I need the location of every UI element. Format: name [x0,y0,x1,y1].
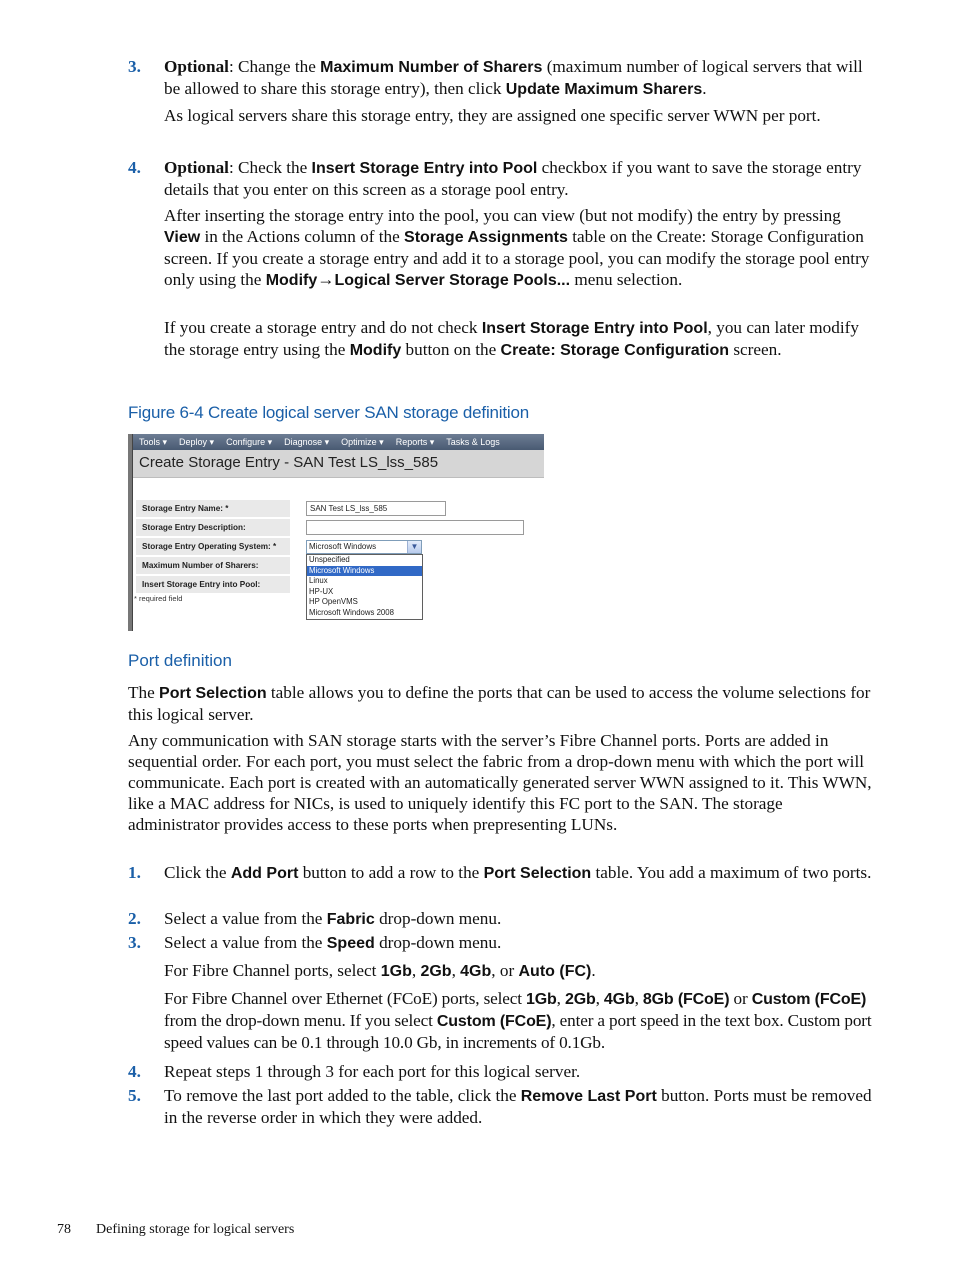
insert-pool-label: Insert Storage Entry into Pool: [136,576,290,593]
step4-note-view [164,205,874,291]
menu-diagnose[interactable]: Diagnose ▾ [284,436,330,447]
menu-tools[interactable]: Tools ▾ [139,436,168,447]
ui-term: Modify [265,272,318,289]
page-number: 78 [57,1222,71,1237]
port-selection-paragraph [128,682,874,725]
text: (maximum number of logical servers that will be allowed to share this storage entry), then click [164,57,863,98]
text: Select a value from the [164,933,327,952]
text: , [556,989,565,1008]
text: To remove the last port added to the table, click the [164,1086,521,1105]
fc-speed-note [164,960,874,982]
chevron-down-icon[interactable]: ▼ [407,541,421,553]
menu-optimize[interactable]: Optimize ▾ [341,436,384,447]
section-heading: Port definition [128,651,232,670]
storage-entry-name-input[interactable]: SAN Test LS_lss_585 [306,501,446,516]
ui-term: 4Gb [603,991,635,1008]
text: For Fibre Channel over Ethernet (FCoE) ports, select [164,989,526,1008]
text: drop-down menu. [374,909,502,928]
fcoe-speed-note [164,988,874,1053]
ui-term: 1Gb [380,963,412,980]
menu-tasks-logs[interactable]: Tasks & Logs [446,437,500,447]
text: button to add a row to the [298,863,484,882]
step-number: 5. [128,1086,141,1105]
text: table on the Create: Storage Configuration screen. If you create a storage entry and add it to a storage pool, you can modify the storage pool entry only using the [164,227,870,289]
step-number: 4. [128,1062,141,1081]
text: For Fibre Channel ports, select [164,961,381,980]
text: checkbox if you want to save the storage entry details that you enter on this screen as a storage pool entry. [164,158,862,199]
os-option[interactable]: Linux [309,576,328,586]
ui-term: Add Port [230,865,299,882]
text: table. You add a maximum of two ports. [591,863,872,882]
ui-term: 8Gb (FCoE) [642,991,730,1008]
os-option[interactable]: Unspecified [309,555,350,564]
text: Select a value from the [164,909,327,928]
ui-term: View [164,229,201,246]
menu-configure[interactable]: Configure ▾ [226,436,273,447]
text: menu selection. [570,270,683,289]
storage-entry-os-label: Storage Entry Operating System: * [136,538,290,555]
text: , [634,989,643,1008]
text: . [702,79,707,98]
menu-arrow: → [317,270,335,289]
os-dropdown-list [306,554,423,620]
text: drop-down menu. [374,933,502,952]
screenshot-figure [128,434,544,631]
text: , [595,989,604,1008]
ui-term: Fabric [326,911,375,928]
ui-term: Port Selection [483,865,592,882]
step-number: 3. [128,933,141,952]
os-option[interactable]: HP OpenVMS [309,597,358,607]
text: The [128,683,160,702]
text: If you create a storage entry and do not check [164,318,482,337]
step3-paragraph [164,56,874,100]
optional-label: Optional [164,57,229,76]
os-option[interactable]: Microsoft Windows 2008 [309,607,394,617]
required-field-note: * required field [134,594,183,603]
footer-title: Defining storage for logical servers [96,1222,295,1237]
text: from the drop-down menu. If you select [164,1011,437,1030]
text: , [411,961,421,980]
ui-term: 1Gb [525,991,557,1008]
ui-term: Remove Last Port [520,1088,657,1105]
text: . [591,961,596,980]
ui-term: Port Selection [159,685,267,702]
step4-note-modify [164,317,874,361]
san-paragraph: Any communication with SAN storage starts with the server’s Fibre Channel ports. Ports are added in sequential order. For each port, you must select the fabric from a drop-down menu with which the port will communicate. Each port is created with an automatically generated server WWN assigned to it. This WWN, like a MAC address for NICs, is used to uniquely identify this FC port to the SAN. The storage administrator provides access to these ports when prepresenting LUNs. [128,731,872,834]
step-number: 4. [128,158,141,177]
text: , or [491,961,519,980]
storage-entry-description-label: Storage Entry Description: [136,519,290,536]
os-selected-value: Microsoft Windows [309,542,377,551]
text: button. Ports must be removed in the reverse order in which they were added. [164,1086,872,1127]
remove-port-step [164,1085,874,1128]
os-select[interactable] [306,540,422,554]
text: , [451,961,461,980]
optional-label: Optional [164,158,229,177]
text: : Check the [228,158,312,177]
fabric-step [164,908,874,930]
add-port-step [164,862,874,884]
storage-entry-name-label: Storage Entry Name: * [136,500,290,517]
menu-reports[interactable]: Reports ▾ [395,436,435,447]
menu-deploy[interactable]: Deploy ▾ [179,436,215,447]
ui-term: 2Gb [420,963,452,980]
ui-term: Auto (FC) [518,963,592,980]
ui-term: Update Maximum Sharers [505,81,703,98]
max-sharers-label: Maximum Number of Sharers: [136,557,290,574]
ui-term: Storage Assignments [404,229,568,246]
figure-caption: Figure 6-4 Create logical server SAN storage definition [128,403,529,422]
ui-term: 4Gb [460,963,492,980]
step3-note: As logical servers share this storage entry, they are assigned one specific server WWN per port. [164,106,821,125]
ui-term: Insert Storage Entry into Pool [311,160,538,177]
text: screen. [729,340,782,359]
text: , you can later modify the storage entry using the [164,318,859,359]
text: table allows you to define the ports that can be used to access the volume selections for this logical server. [128,683,871,724]
ui-term: Maximum Number of Sharers [320,59,543,76]
ui-term: Create: Storage Configuration [500,342,730,359]
menu-bar [133,434,544,450]
speed-step [164,932,874,954]
text: button on the [401,340,501,359]
step-number: 3. [128,57,141,76]
step-number: 1. [128,863,141,882]
os-option[interactable]: Microsoft Windows [307,566,422,577]
text: After inserting the storage entry into the pool, you can view (but not modify) the entry by pressing [164,206,841,225]
text: , enter a port speed in the text box. Custom port speed values can be 0.1 through 10.0 Gb, in increments of 0.1Gb. [164,1011,872,1052]
ui-term: Custom (FCoE) [436,1013,552,1030]
step-number: 2. [128,909,141,928]
repeat-step: Repeat steps 1 through 3 for each port for this logical server. [164,1062,581,1081]
os-option[interactable]: HP-UX [309,586,334,596]
ui-term: Speed [326,935,375,952]
page-footer [57,1222,295,1238]
dialog-title: Create Storage Entry - SAN Test LS_lss_585 [139,454,439,471]
ui-term: Modify [349,342,402,359]
dialog-titlebar [133,450,544,478]
text: or [729,989,752,1008]
ui-term: 2Gb [564,991,596,1008]
ui-term: Logical Server Storage Pools... [334,272,571,289]
step4-paragraph [164,157,874,200]
text: : Change the [228,57,321,76]
text: in the Actions column of the [200,227,405,246]
ui-term: Custom (FCoE) [751,991,867,1008]
storage-entry-description-input[interactable] [306,520,524,535]
text: Click the [164,863,231,882]
ui-term: Insert Storage Entry into Pool [481,320,708,337]
